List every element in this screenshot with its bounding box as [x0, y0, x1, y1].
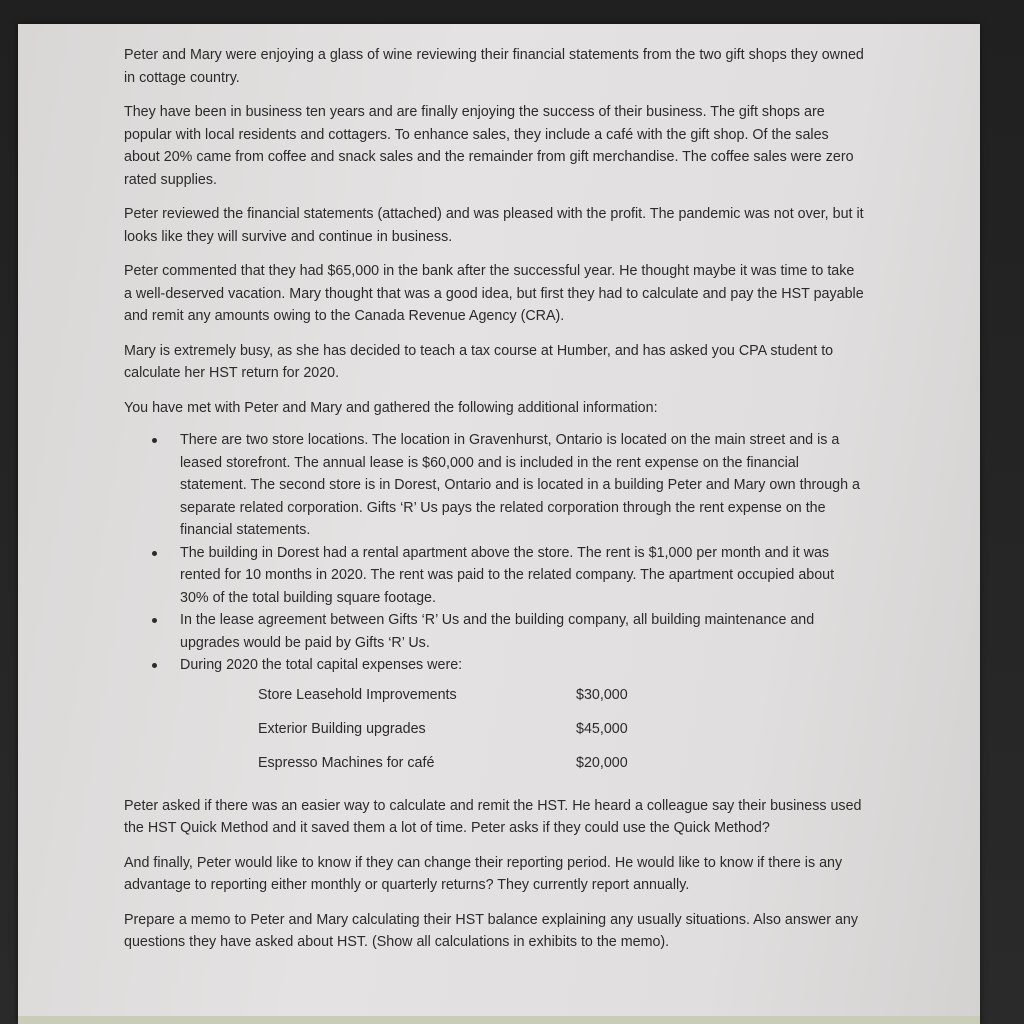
- bullet-rental-apartment: The building in Dorest had a rental apartment above the store. The rent is $1,000 per month and it was rented for 10 months in 2020. The rent was paid to the related company. The apartment occupied about 30% of the total building square footage.: [124, 542, 864, 610]
- paragraph-reporting-period: And finally, Peter would like to know if they can change their reporting period. He would like to know if there is any advantage to reporting either monthly or quarterly returns? They currently report annually.: [124, 854, 843, 893]
- page-bottom-edge: [18, 1016, 980, 1024]
- table-row: [258, 753, 628, 787]
- expense-label: Espresso Machines for café: [258, 754, 435, 771]
- paragraph-request: Mary is extremely busy, as she has decided to teach a tax course at Humber, and has asked you CPA student to calculate her HST return for 2020.: [124, 342, 834, 381]
- document-body: [124, 44, 864, 966]
- paragraph-bank: Peter commented that they had $65,000 in the bank after the successful year. He thought maybe it was time to take a well-deserved vacation. Mary thought that was a good idea, but first they had to calculate and pay the HST payable and remit any amounts owing to the Canada Revenue Agency (CRA).: [124, 263, 864, 324]
- bullet-store-locations: There are two store locations. The location in Gravenhurst, Ontario is located on the main street and is a leased storefront. The annual lease is $60,000 and is included in the rent expense on the financial statement. The second store is in Dorest, Ontario and is located in a building Peter and Mary own through a separate related corporation. Gifts ‘R’ Us pays the related corporation through the rent expense on the financial statements.: [124, 429, 864, 542]
- paragraph-business: They have been in business ten years and are finally enjoying the success of their business. The gift shops are popular with local residents and cottagers. To enhance sales, they include a café with the gift shop. Of the sales about 20% came from coffee and snack sales and the remainder from gift merchandise. The coffee sales were zero rated supplies.: [124, 104, 854, 188]
- expense-label: Store Leasehold Improvements: [258, 686, 457, 703]
- info-bullet-list: [124, 429, 864, 677]
- paragraph-quick-method: Peter asked if there was an easier way to calculate and remit the HST. He heard a colleague say their business used the HST Quick Method and it saved them a lot of time. Peter asks if they could use the Quick Method?: [124, 797, 862, 836]
- expense-amount: $30,000: [576, 686, 628, 703]
- capital-expenses-table: [258, 685, 628, 787]
- bullet-lease-agreement: In the lease agreement between Gifts ‘R’ Us and the building company, all building maintenance and upgrades would be paid by Gifts ‘R’ Us.: [124, 609, 864, 654]
- expense-amount: $45,000: [576, 720, 628, 737]
- document-page: [18, 24, 980, 1024]
- table-row: [258, 719, 628, 753]
- table-row: [258, 685, 628, 719]
- expense-amount: $20,000: [576, 754, 628, 771]
- paragraph-intro: Peter and Mary were enjoying a glass of wine reviewing their financial statements from the two gift shops they owned in cottage country.: [124, 47, 864, 86]
- expense-label: Exterior Building upgrades: [258, 720, 426, 737]
- paragraph-financials: Peter reviewed the financial statements (attached) and was pleased with the profit. The pandemic was not over, but it looks like they will survive and continue in business.: [124, 206, 864, 245]
- bullet-capital-expenses: During 2020 the total capital expenses were:: [124, 654, 864, 677]
- paragraph-task: Prepare a memo to Peter and Mary calculating their HST balance explaining any usually situations. Also answer any questions they have asked about HST. (Show all calculations in exhibits to the memo).: [124, 911, 859, 950]
- paragraph-info-lead: You have met with Peter and Mary and gathered the following additional information:: [124, 399, 658, 416]
